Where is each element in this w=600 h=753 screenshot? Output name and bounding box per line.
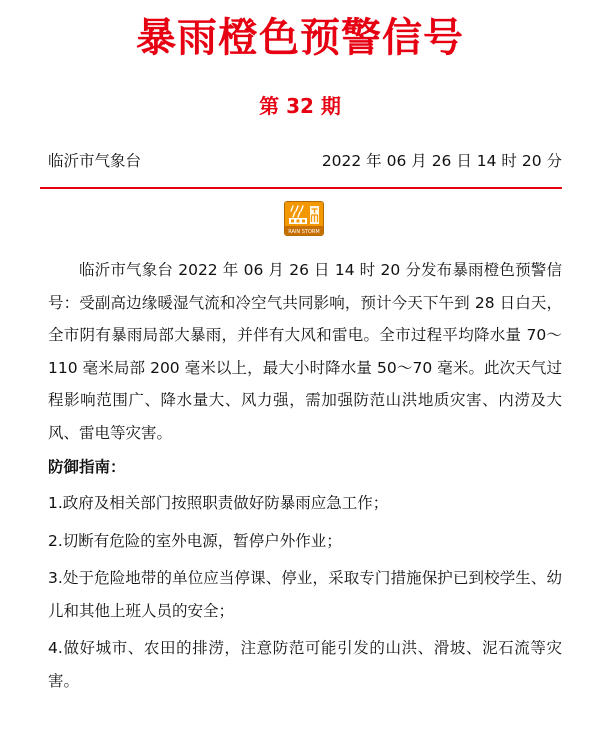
guide-item-3: 3.处于危险地带的单位应当停课、停业，采取专门措施保护已到校学生、幼儿和其他上班人员的安全； xyxy=(48,569,562,620)
warning-title: 暴雨橙色预警信号 xyxy=(136,15,464,61)
issuer-row xyxy=(48,150,562,172)
guide-item-1: 1.政府及相关部门按照职责做好防暴雨应急工作； xyxy=(48,494,389,512)
issue-number: 第 32 期 xyxy=(259,94,341,118)
guide-item-2: 2.切断有危险的室外电源，暂停户外作业； xyxy=(48,531,342,550)
issuer-name: 临沂市气象台 xyxy=(48,152,142,170)
guide-title: 防御指南： xyxy=(48,458,126,476)
guide-item-4: 4.做好城市、农田的排涝，注意防范可能引发的山洪、滑坡、泥石流等灾害。 xyxy=(48,639,562,690)
divider-line xyxy=(40,187,562,189)
issue-datetime: 2022 年 06 月 26 日 14 时 20 分 xyxy=(321,152,562,170)
rainstorm-orange-warning-icon xyxy=(284,201,324,236)
warning-body: 临沂市气象台 2022 年 06 月 26 日 14 时 20 分发布暴雨橙色预警信号：受副高边缘暖湿气流和冷空气共同影响，预计今天下午到 28 日白天，全市阴有暴雨局部大暴雨，并伴有大风和雷电。全市过程平均降水量 70～110 毫米局部 200 毫米以上，最大小时降水量 50～70 毫米。此次天气过程影响范围广、降水量大、风力强，需加强防范山洪地质灾害、内涝及大风、雷电等灾害。 xyxy=(48,261,562,442)
signal-icon-label: RAIN STORM xyxy=(288,229,320,235)
warning-content xyxy=(48,254,562,702)
